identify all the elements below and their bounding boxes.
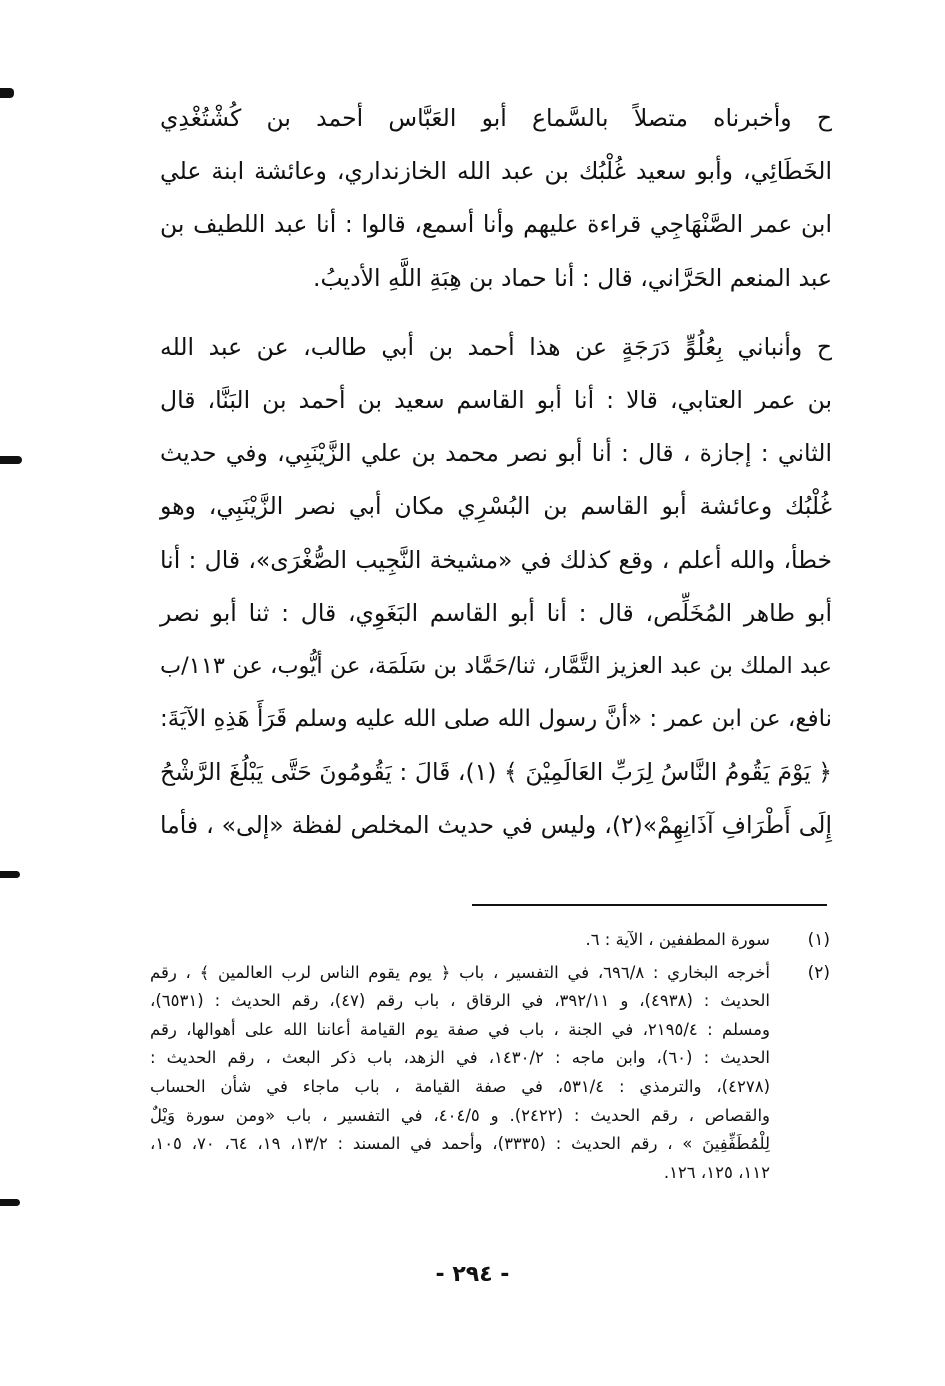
footnote-1: [150, 926, 830, 955]
footnote-line: أخرجه البخاري : ٦٩٦/٨، في التفسير ، باب ﴿ يوم يقوم الناس لرب العالمين ﴾ ، رقم: [150, 962, 770, 982]
footnote-line: الحديث : (٤٩٣٨)، و ٣٩٢/١١، في الرقاق ، باب رقم (٤٧)، رقم الحديث : (٦٥٣١)،: [150, 991, 770, 1011]
main-text-body: [160, 92, 832, 869]
scan-edge-mark: [0, 88, 14, 98]
text-line: الخَطَائِي، وأبو سعيد غُلْبُك بن عبد الله الخازنداري، وعائشة ابنة علي: [160, 157, 832, 186]
footnote-line: سورة المطففين ، الآية : ٦.: [585, 930, 770, 949]
text-line: ح وأخبرناه متصلاً بالسَّماع أبو العَبَّاس أحمد بن كُشْتُغْدِي: [160, 104, 832, 132]
text-line: غُلْبُك وعائشة أبو القاسم بن البُسْرِي مكان أبي نصر الزَّيْنَبِي، وهو: [160, 492, 832, 521]
footnote-number: (١): [807, 930, 830, 950]
paragraph-1: [160, 92, 832, 305]
footnote-line: لِلْمُطَفِّفِينَ » ، رقم الحديث : (٣٣٣٥)، وأحمد في المسند : ١٣/٢، ١٩، ٦٤، ٧٠، ١٠٥،: [150, 1134, 770, 1154]
text-line: الثاني : إجازة ، قال : أنا أبو نصر محمد بن علي الزَّيْنَبِي، وفي حديث: [160, 439, 832, 468]
text-line: ﴿ يَوْمَ يَقُومُ النَّاسُ لِرَبِّ العَالَمِيْنَ ﴾ (١)، قَالَ : يَقُومُونَ حَتَّى يَبْلُغَ الرَّشْحُ: [160, 758, 832, 787]
text-line: عبد الملك بن عبد العزيز التَّمَّار، ثنا/حَمَّاد بن سَلَمَة، عن أيُّوب، عن ١١٣/ب: [160, 652, 832, 679]
scan-edge-mark: [0, 1199, 20, 1206]
text-line: خطأ، والله أعلم ، وقع كذلك في «مشيخة النَّجِيب الصُّغْرَى»، قال : أنا: [160, 545, 832, 574]
scan-edge-mark: [0, 456, 22, 464]
text-line: نافع، عن ابن عمر : «أنَّ رسول الله صلى الله عليه وسلم قَرَأَ هَذِهِ الآيَةَ:: [160, 706, 832, 733]
text-line: ابن عمر الصَّنْهَاجِي قراءة عليهم وأنا أسمع، قالوا : أنا عبد اللطيف بن: [160, 210, 832, 239]
text-line: عبد المنعم الحَرَّاني، قال : أنا حماد بن هِبَةِ اللَّهِ الأديبُ.: [313, 263, 832, 292]
footnote-2: [150, 959, 830, 1188]
footnote-line: ومسلم : ٢١٩٥/٤، في الجنة ، باب في صفة يوم القيامة أعاننا الله على أهوالها، رقم: [150, 1019, 770, 1039]
footnote-number: (٢): [807, 962, 830, 983]
paragraph-2: [160, 321, 832, 853]
footnotes-section: [150, 926, 830, 1191]
footnote-line: ١١٢، ١٢٥، ١٢٦.: [663, 1162, 770, 1182]
footnote-line: (٤٢٧٨)، والترمذي : ٥٣١/٤، في صفة القيامة ، باب ماجاء في شأن الحساب: [150, 1076, 770, 1096]
footnote-divider: [472, 904, 827, 906]
scan-edge-mark: [0, 871, 20, 878]
footnote-line: الحديث : (٦٠)، وابن ماجه : ١٤٣٠/٢، في الزهد، باب ذكر البعث ، رقم الحديث :: [150, 1048, 770, 1068]
page-number: - ٢٩٤ -: [435, 1262, 510, 1287]
text-line: ح وأنباني بِعُلُوٍّ دَرَجَةٍ عن هذا أحمد بن أبي طالب، عن عبد الله: [160, 332, 832, 361]
text-line: أبو طاهر المُخَلِّص، قال : أنا أبو القاسم البَغَوِي، قال : ثنا أبو نصر: [160, 598, 832, 627]
text-line: بن عمر العتابي، قالا : أنا أبو القاسم سعيد بن أحمد بن البَنَّا، قال: [160, 385, 832, 414]
footnote-line: والقصاص ، رقم الحديث : (٢٤٢٢). و ٤٠٤/٥، في التفسير ، باب «ومن سورة وَيْلٌ: [150, 1105, 771, 1125]
text-line: إِلَى أَطْرَافِ آذَانِهِمْ»(٢)، وليس في حديث المخلص لفظة «إلى» ، فأما: [160, 811, 832, 840]
